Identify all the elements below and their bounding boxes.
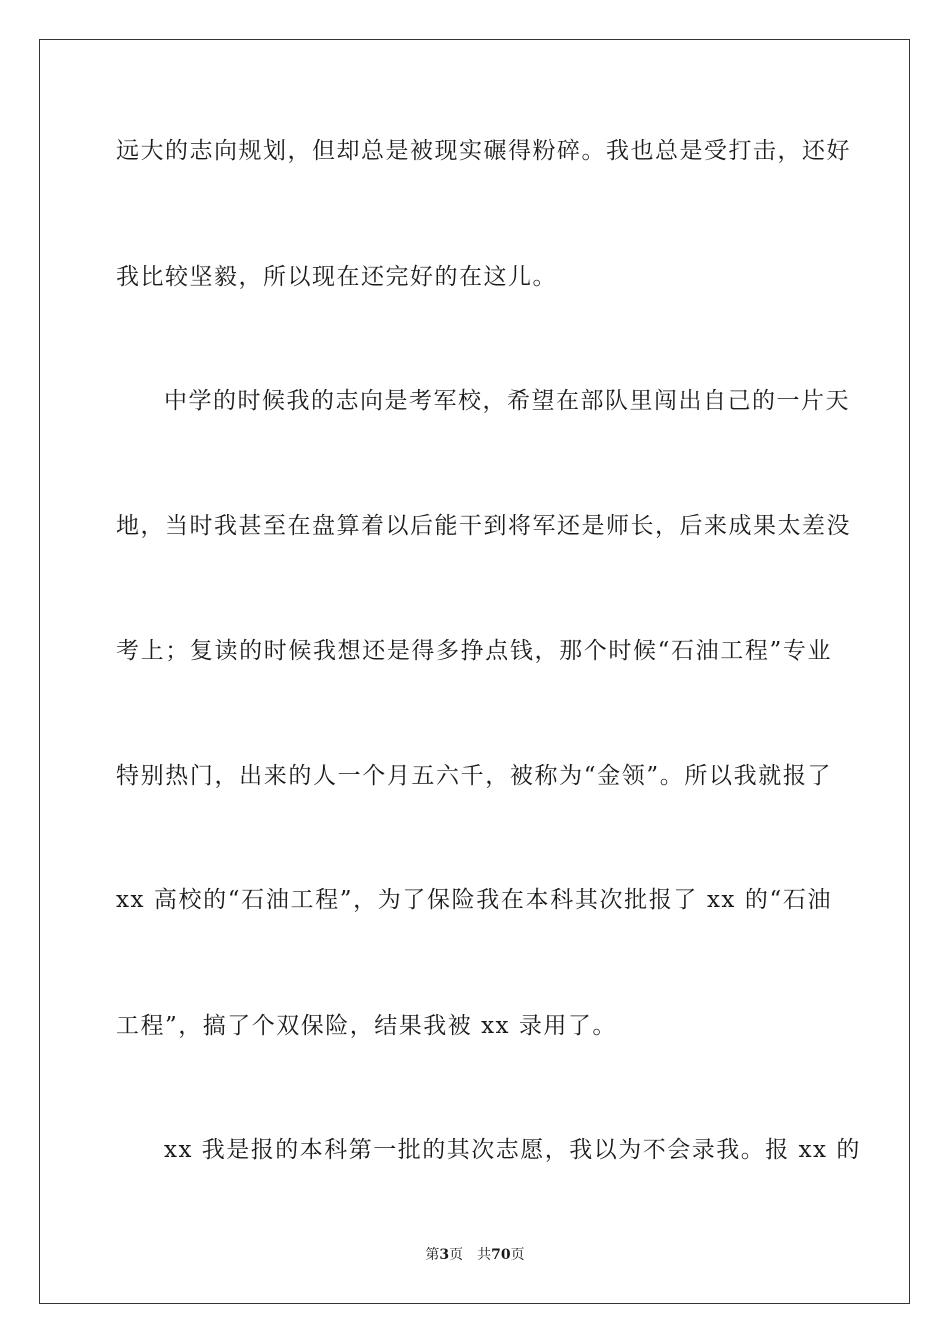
total-prefix: 共 <box>477 1247 492 1263</box>
text-line-8: 工程”，搞了个双保险，结果我被 xx 录用了。 <box>116 1013 617 1039</box>
text-line-6: 特别热门，出来的人一个月五六千，被称为“金领”。所以我就报了 <box>116 763 832 789</box>
text-line-5: 考上；复读的时候我想还是得多挣点钱，那个时候“石油工程”专业 <box>116 638 832 664</box>
page-number: 3 <box>439 1247 450 1263</box>
page-prefix: 第 <box>425 1247 440 1263</box>
text-line-3: 中学的时候我的志向是考军校，希望在部队里闯出自己的一片天 <box>164 388 850 414</box>
page-suffix: 页 <box>449 1247 464 1263</box>
text-line-4: 地，当时我甚至在盘算着以后能干到将军还是师长，后来成果太差没 <box>116 513 851 539</box>
page-footer <box>0 1246 950 1264</box>
text-line-7: xx 高校的“石油工程”，为了保险我在本科其次批报了 xx 的“石油 <box>116 887 832 913</box>
total-pages: 70 <box>491 1247 511 1263</box>
text-line-1: 远大的志向规划，但却总是被现实碾得粉碎。我也总是受打击，还好 <box>116 138 851 164</box>
total-suffix: 页 <box>510 1247 525 1263</box>
text-line-2: 我比较坚毅，所以现在还完好的在这儿。 <box>116 264 557 290</box>
text-line-9: xx 我是报的本科第一批的其次志愿，我以为不会录我。报 xx 的 <box>164 1137 861 1163</box>
page-border <box>39 39 910 1304</box>
